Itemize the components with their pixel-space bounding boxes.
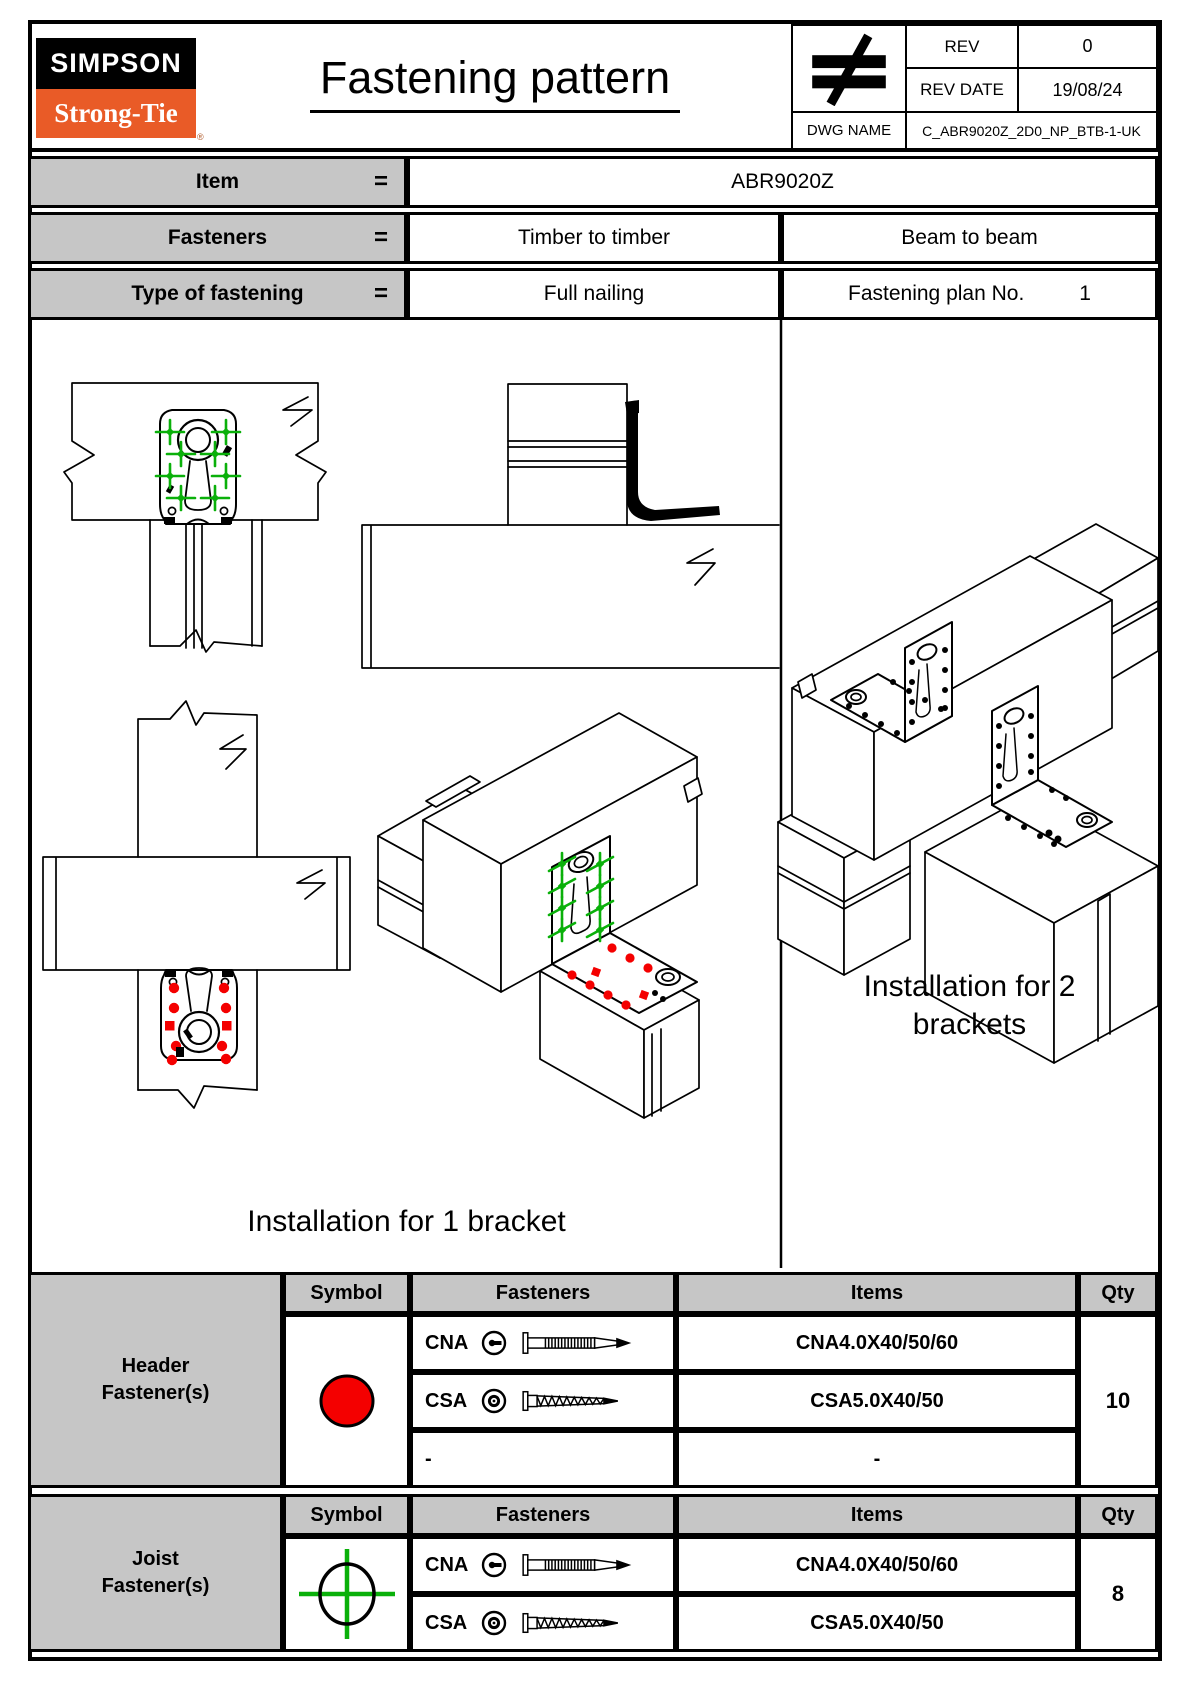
red-circle-symbol [317,1372,377,1430]
fastener-row-csa [410,1372,676,1430]
green-crosshair-symbol [292,1539,402,1649]
rev-value-cell [1017,24,1158,69]
info-plan-value: 1 [1079,282,1091,305]
dwg-name-value: C_ABR9020Z_2D0_NP_BTB-1-UK [922,122,1141,139]
dwg-name-value-cell [905,111,1158,150]
rev-date-value: 19/08/24 [1052,79,1123,100]
fastener-code: CSA [425,1611,468,1634]
nail-head-icon [481,1330,507,1356]
logo-strongtie [36,89,196,138]
rev-date-value-cell [1017,67,1158,113]
front-view-bottom [43,701,350,1108]
side-view [362,384,779,668]
item-cell: CNA4.0X40/50/60 [676,1536,1078,1594]
logo-line2: Strong-Tie [54,98,178,128]
fastener-row-cna [410,1536,676,1594]
item-cell: CSA5.0X40/50 [676,1372,1078,1430]
items-header-cell: Items [676,1494,1078,1536]
info-fasteners-left: Timber to timber [517,226,671,249]
header-fastener-group-cell [28,1272,283,1488]
title-wrap [210,52,780,113]
nail-head-icon [481,1552,507,1578]
fastener-code: - [425,1447,432,1470]
info-plan-cell [781,268,1158,320]
item-cell: CSA5.0X40/50 [676,1594,1078,1652]
logo-line1: SIMPSON [50,48,182,78]
header-fastener-qty-cell: 10 [1078,1314,1158,1488]
fasteners-header-cell: Fasteners [410,1272,676,1314]
symbol-header-cell: Symbol [283,1494,410,1536]
projection-symbol-cell [791,24,907,113]
rev-date-label: REV DATE [920,80,1004,99]
info-fasteners-right-cell [781,212,1158,264]
info-fasteners-left-cell [407,212,781,264]
group-line2: Fastener(s) [101,1575,210,1597]
equals-sign: = [373,224,388,251]
iso-one-bracket [378,713,702,1118]
info-item-label-cell [28,156,407,208]
item-cell: CNA4.0X40/50/60 [676,1314,1078,1372]
technical-drawings [28,318,1162,1268]
item-cell: - [676,1430,1078,1488]
header-divider-line [28,148,1162,152]
fastener-code: CNA [425,1331,469,1354]
rev-label-cell [905,24,1019,69]
wood-screw-icon [517,1610,637,1636]
group-line1: Header [121,1355,190,1377]
info-type-label: Type of fastening [131,282,304,305]
screw-head-icon [481,1610,507,1636]
info-fasteners-right: Beam to beam [901,226,1038,249]
not-equal-icon [803,32,895,106]
symbol-header-cell: Symbol [283,1272,410,1314]
annular-ring-nail-icon [517,1330,637,1356]
info-type-value: Full nailing [543,282,645,305]
info-fasteners-label-cell [28,212,407,264]
registered-mark: ® [197,132,204,142]
info-item-value-cell [407,156,1158,208]
items-header-cell: Items [676,1272,1078,1314]
rev-date-label-cell [905,67,1019,113]
screw-head-icon [481,1388,507,1414]
fastener-code: CNA [425,1553,469,1576]
page-title: Fastening pattern [310,52,680,113]
info-item-value: ABR9020Z [731,170,834,193]
qty-header-cell: Qty [1078,1494,1158,1536]
caption-one-bracket: Installation for 1 bracket [247,1205,566,1238]
wood-screw-icon [517,1388,637,1414]
front-view-top [64,383,326,652]
equals-sign: = [373,280,388,307]
info-fasteners-label: Fasteners [167,226,268,249]
rev-value: 0 [1082,36,1093,56]
caption-two-brackets: Installation for 2 brackets [863,970,1076,1041]
fastener-row-cna [410,1314,676,1372]
fastener-row-csa [410,1594,676,1652]
header-fastener-symbol-cell [283,1314,410,1488]
group-line2: Fastener(s) [101,1382,210,1404]
logo-simpson [36,38,196,89]
group-line1: Joist [132,1548,179,1570]
fastener-row-empty [410,1430,676,1488]
info-plan-label: Fastening plan No. [848,282,1025,305]
info-type-value-cell [407,268,781,320]
dwg-name-label-cell [791,111,907,150]
info-item-label: Item [195,170,240,193]
dwg-name-label: DWG NAME [806,122,892,139]
rev-label: REV [944,36,980,56]
annular-ring-nail-icon [517,1552,637,1578]
joist-fastener-group-cell [28,1494,283,1652]
fastener-code: CSA [425,1389,468,1412]
equals-sign: = [373,168,388,195]
info-type-label-cell [28,268,407,320]
qty-header-cell: Qty [1078,1272,1158,1314]
fasteners-header-cell: Fasteners [410,1494,676,1536]
joist-fastener-qty-cell: 8 [1078,1536,1158,1652]
joist-fastener-symbol-cell [283,1536,410,1652]
